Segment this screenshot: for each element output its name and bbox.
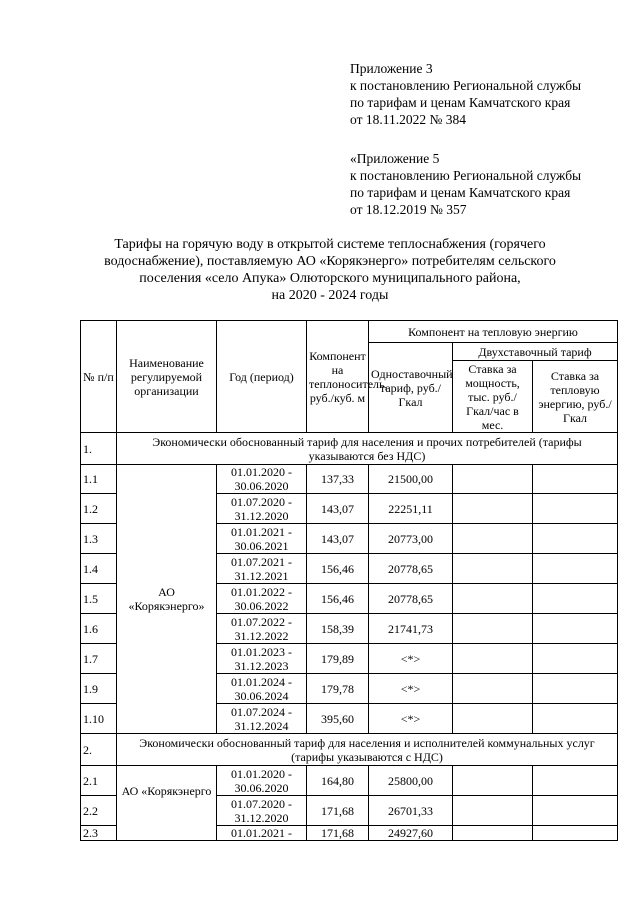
appendix-3-line: по тарифам и ценам Камчатского края [350,95,571,110]
row-period: 01.07.2020 - 31.12.2020 [217,796,307,826]
section-title: Экономически обоснованный тариф для населения и прочих потребителей (тарифы указываются без НДС) [117,433,618,465]
row-num: 1.3 [81,524,117,554]
row-num: 1.4 [81,554,117,584]
row-num: 1.9 [81,674,117,704]
row-capacity-rate [453,614,533,644]
row-period: 01.07.2021 - 31.12.2021 [217,554,307,584]
row-num: 1.7 [81,644,117,674]
appendix-3-header [350,60,581,128]
row-energy-rate [533,766,618,796]
appendix-5-line: от 18.12.2019 № 357 [350,202,467,217]
appendix-3-line: к постановлению Региональной службы [350,78,582,93]
row-single-rate: 24927,60 [369,826,453,841]
header-two-part-tariff: Двухставочный тариф [453,343,618,361]
appendix-3-line: от 18.11.2022 № 384 [350,112,466,127]
section-row [81,433,618,465]
row-single-rate: <*> [369,704,453,734]
row-num: 2.2 [81,796,117,826]
appendix-5-line: «Приложение 5 [350,151,440,166]
row-period: 01.01.2020 - 30.06.2020 [217,766,307,796]
row-carrier: 143,07 [307,494,369,524]
row-single-rate: 20778,65 [369,554,453,584]
appendix-3-line: Приложение 3 [350,61,433,76]
row-capacity-rate [453,674,533,704]
row-single-rate: 25800,00 [369,766,453,796]
header-org: Наименование регулируемой организации [117,321,217,433]
header-energy-rate: Ставка за тепловую энергию, руб./Гкал [533,361,618,433]
row-single-rate: 21500,00 [369,465,453,494]
row-single-rate: <*> [369,674,453,704]
row-single-rate: 26701,33 [369,796,453,826]
section-num: 2. [81,734,117,766]
header-year: Год (период) [217,321,307,433]
row-energy-rate [533,614,618,644]
title-line: водоснабжение), поставляемую АО «Корякэнерго» потребителям сельского [104,254,556,269]
row-carrier: 395,60 [307,704,369,734]
row-capacity-rate [453,554,533,584]
row-carrier: 171,68 [307,826,369,841]
row-num: 1.10 [81,704,117,734]
appendix-5-header [350,150,581,218]
title-line: на 2020 - 2024 годы [271,288,389,303]
row-capacity-rate [453,826,533,841]
row-num: 1.1 [81,465,117,494]
row-period: 01.01.2021 - [217,826,307,841]
row-capacity-rate [453,465,533,494]
row-period: 01.01.2022 - 30.06.2022 [217,584,307,614]
row-capacity-rate [453,704,533,734]
section-title: Экономически обоснованный тариф для населения и исполнителей коммунальных услуг (тарифы указываются с НДС) [117,734,618,766]
row-carrier: 171,68 [307,796,369,826]
section-row [81,734,618,766]
title-line: поселения «село Апука» Олюторского муниципального района, [139,271,521,286]
row-carrier: 179,78 [307,674,369,704]
row-energy-rate [533,524,618,554]
appendix-5-line: по тарифам и ценам Камчатского края [350,185,571,200]
row-single-rate: 21741,73 [369,614,453,644]
tariff-table [80,320,618,841]
row-period: 01.01.2023 - 31.12.2023 [217,644,307,674]
row-period: 01.07.2020 - 31.12.2020 [217,494,307,524]
row-capacity-rate [453,644,533,674]
row-period: 01.01.2020 - 30.06.2020 [217,465,307,494]
row-single-rate: 22251,11 [369,494,453,524]
org-name: АО «Корякэнерго [117,766,217,841]
header-num: № п/п [81,321,117,433]
row-num: 2.3 [81,826,117,841]
row-single-rate: 20773,00 [369,524,453,554]
row-energy-rate [533,554,618,584]
title-line: Тарифы на горячую воду в открытой системе теплоснабжения (горячего [114,237,546,252]
row-capacity-rate [453,796,533,826]
section-num: 1. [81,433,117,465]
header-heat-component: Компонент на тепловую энергию [369,321,618,343]
row-energy-rate [533,704,618,734]
row-capacity-rate [453,766,533,796]
row-period: 01.01.2021 - 30.06.2021 [217,524,307,554]
row-capacity-rate [453,584,533,614]
row-capacity-rate [453,494,533,524]
row-energy-rate [533,584,618,614]
row-period: 01.01.2024 - 30.06.2024 [217,674,307,704]
row-carrier: 156,46 [307,584,369,614]
org-name: АО «Корякэнерго» [117,465,217,734]
row-energy-rate [533,796,618,826]
row-single-rate: <*> [369,644,453,674]
row-num: 1.5 [81,584,117,614]
row-carrier: 156,46 [307,554,369,584]
row-num: 1.6 [81,614,117,644]
row-carrier: 137,33 [307,465,369,494]
row-carrier: 179,89 [307,644,369,674]
header-capacity-rate: Ставка за мощность, тыс. руб./Гкал/час в мес. [453,361,533,433]
row-period: 01.07.2022 - 31.12.2022 [217,614,307,644]
header-carrier-component: Компонент на теплоноситель, руб./куб. м [307,321,369,433]
appendix-5-line: к постановлению Региональной службы [350,168,582,183]
row-capacity-rate [453,524,533,554]
row-num: 1.2 [81,494,117,524]
row-carrier: 158,39 [307,614,369,644]
table-row [81,465,618,494]
row-energy-rate [533,465,618,494]
row-period: 01.07.2024 - 31.12.2024 [217,704,307,734]
row-energy-rate [533,826,618,841]
table-row [81,766,618,796]
row-energy-rate [533,674,618,704]
row-carrier: 164,80 [307,766,369,796]
row-num: 2.1 [81,766,117,796]
row-carrier: 143,07 [307,524,369,554]
row-single-rate: 20778,65 [369,584,453,614]
row-energy-rate [533,494,618,524]
document-title [80,236,580,304]
row-energy-rate [533,644,618,674]
header-single-rate: Одноставочный тариф, руб./Гкал [369,343,453,433]
